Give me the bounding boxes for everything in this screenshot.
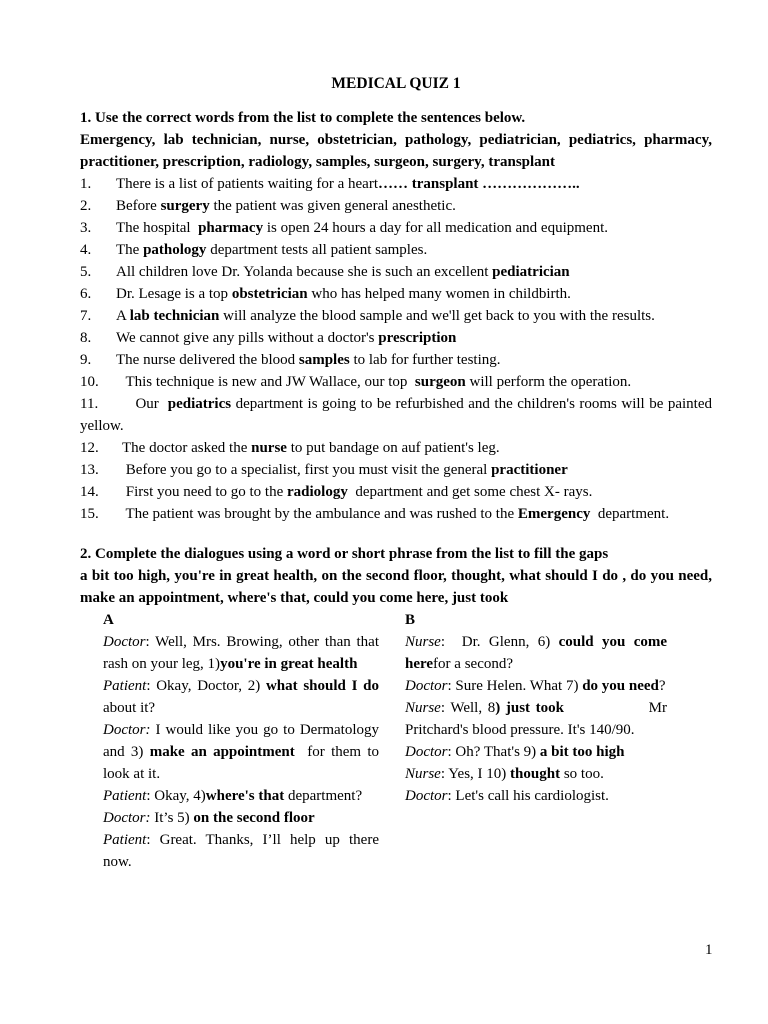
sentence-item [80, 349, 712, 371]
line-text-after: for a second? [433, 656, 514, 672]
speaker-name: Patient [103, 832, 147, 848]
item-answer: pathology [143, 242, 207, 258]
line-answer: a bit too high [539, 744, 625, 760]
item-answer: surgeon [414, 374, 466, 390]
line-text: Yes, I 10) [448, 766, 511, 782]
item-number: 6. [80, 286, 92, 302]
section2-heading: 2. Complete the dialogues using a word or short phrase from the list to fill the gaps [80, 546, 609, 562]
item-text-after: to put bandage on auf patient's leg. [286, 440, 500, 456]
line-answer: do you need [582, 678, 659, 694]
dialogue-line [405, 631, 667, 675]
dialogue-line [405, 675, 667, 697]
item-text-after: department. [590, 506, 670, 522]
item-text-after: department tests all patient samples. [206, 242, 428, 258]
item-number: 2. [80, 198, 92, 214]
item-text-before: Dr. Lesage is a top [116, 286, 232, 302]
dialogue-line [103, 785, 379, 807]
speaker-separator: : [145, 634, 156, 650]
item-answer: surgery [160, 198, 210, 214]
item-text-after: will perform the operation. [465, 374, 632, 390]
speaker-name: Doctor: [103, 810, 151, 826]
speaker-name: Patient [103, 788, 147, 804]
dialogue-a [103, 609, 383, 873]
line-answer: thought [510, 766, 561, 782]
item-text-after: the patient was given general anesthetic. [209, 198, 456, 214]
item-text-before: The doctor asked the [122, 440, 252, 456]
line-answer: on the second floor [193, 810, 315, 826]
item-number: 5. [80, 264, 92, 280]
item-number: 14. [80, 484, 99, 500]
line-text: Well, Mrs. Browing, other than that rash on your leg, 1) [103, 634, 379, 672]
sentence-item [80, 195, 712, 217]
item-answer: radiology [287, 484, 348, 500]
dialogue-line [405, 785, 667, 807]
sentence-item [80, 283, 712, 305]
speaker-name: Nurse [405, 634, 441, 650]
item-answer: pediatrician [492, 264, 570, 280]
item-answer: obstetrician [231, 286, 308, 302]
sentence-item [80, 239, 712, 261]
line-text-after: so too. [560, 766, 604, 782]
line-text: Sure Helen. What 7) [455, 678, 583, 694]
item-number: 12. [80, 440, 99, 456]
dialogue-a-label: A [103, 612, 114, 628]
item-text-before: The hospital [116, 220, 199, 236]
section1-sentence-list [80, 173, 716, 525]
item-number: 15. [80, 506, 99, 522]
item-answer: samples [298, 352, 350, 368]
sentence-item [80, 327, 712, 349]
item-answer: …… transplant ……………….. [378, 176, 580, 192]
item-text-before: Before you go to a specialist, first you must visit the general [122, 462, 492, 478]
item-text-before: A [116, 308, 130, 324]
speaker-name: Doctor [405, 744, 448, 760]
item-answer: pharmacy [198, 220, 264, 236]
page-title: MEDICAL QUIZ 1 [331, 75, 461, 92]
speaker-name: Doctor [103, 634, 146, 650]
dialogue-b-label: B [405, 612, 416, 628]
item-answer: pediatrics [167, 396, 232, 412]
item-number: 7. [80, 308, 92, 324]
item-text-after: will analyze the blood sample and we'll get back to you with the results. [219, 308, 655, 324]
dialogue-a-lines [103, 631, 383, 873]
sentence-item [80, 459, 712, 481]
item-text-before: Before [116, 198, 161, 214]
item-number: 4. [80, 242, 92, 258]
line-answer: what should I do [265, 678, 379, 694]
speaker-name: Doctor [405, 788, 448, 804]
line-text-after: Mr Pritchard's blood pressure. It's 140/90. [405, 700, 671, 738]
speaker-separator: : [440, 700, 451, 716]
item-number: 3. [80, 220, 92, 236]
item-number: 1. [80, 176, 92, 192]
speaker-name: Nurse [405, 766, 441, 782]
line-text: Okay, 4) [154, 788, 206, 804]
line-text: Okay, Doctor, 2) [156, 678, 266, 694]
item-text-after: department and get some chest X- rays. [347, 484, 593, 500]
item-text-after: is open 24 hours a day for all medication and equipment. [263, 220, 608, 236]
document-page [80, 73, 716, 873]
speaker-separator: : [447, 744, 456, 760]
sentence-item [80, 503, 712, 525]
speaker-name: Doctor [405, 678, 448, 694]
line-answer: ) just took [495, 700, 565, 716]
dialogue-b [405, 609, 671, 873]
speaker-separator: : [146, 678, 157, 694]
sentence-item [80, 371, 712, 393]
sentence-item [80, 305, 712, 327]
item-answer: prescription [378, 330, 457, 346]
item-text-before: There is a list of patients waiting for a heart [116, 176, 378, 192]
dialogue-line [103, 675, 383, 719]
item-text-before: The patient was brought by the ambulance and was rushed to the [122, 506, 518, 522]
dialogue-line [405, 763, 667, 785]
line-text-after: department? [284, 788, 363, 804]
line-answer: could you come here [405, 634, 667, 672]
item-answer: practitioner [491, 462, 568, 478]
line-text: Let's call his cardiologist. [455, 788, 609, 804]
dialogue-line [405, 697, 671, 741]
line-text: Well, 8 [450, 700, 496, 716]
dialogue-line [103, 829, 379, 873]
item-text-after: who has helped many women in childbirth. [307, 286, 571, 302]
sentence-item [80, 393, 716, 437]
speaker-name: Patient [103, 678, 147, 694]
line-answer: you're in great health [220, 656, 358, 672]
speaker-name: Nurse [405, 700, 441, 716]
item-text-before: We cannot give any pills without a doctor's [116, 330, 379, 346]
item-number: 13. [80, 462, 99, 478]
sentence-item [80, 481, 712, 503]
speaker-name: Doctor: [103, 722, 151, 738]
item-text-before: First you need to go to the [122, 484, 287, 500]
item-answer: nurse [251, 440, 287, 456]
item-number: 10. [80, 374, 99, 390]
line-answer: where's that [205, 788, 285, 804]
dialogue-line [405, 741, 667, 763]
section1-word-list: Emergency, lab technician, nurse, obstetrician, pathology, pediatrician, pediatrics, pharmacy, practitioner, prescription, radiology, samples, surgeon, surgery, transplant [80, 132, 712, 170]
line-text: Dr. Glenn, 6) [461, 634, 559, 650]
sentence-item [80, 173, 712, 195]
line-text-after: about it? [103, 678, 383, 716]
sentence-item [80, 437, 712, 459]
speaker-separator: : [447, 788, 456, 804]
speaker-separator: : [146, 832, 160, 848]
item-number: 8. [80, 330, 92, 346]
dialogue-columns [80, 609, 712, 873]
line-text: Oh? That's 9) [455, 744, 540, 760]
item-text-before: The [116, 242, 144, 258]
item-number: 11. [80, 396, 99, 412]
dialogue-line [103, 631, 379, 675]
section2-word-list: a bit too high, you're in great health, on the second floor, thought, what should I do , do you need, make an appointment, where's that, could you come here, just took [80, 568, 712, 606]
line-text-after: ? [658, 678, 666, 694]
dialogue-b-lines [405, 631, 671, 807]
item-text-before: This technique is new and JW Wallace, our top [122, 374, 415, 390]
sentence-item [80, 217, 712, 239]
line-text: Great. Thanks, I’ll help up there now. [103, 832, 379, 870]
item-answer: Emergency [517, 506, 591, 522]
dialogue-line [103, 807, 379, 829]
speaker-separator: : [146, 788, 155, 804]
item-answer: lab technician [129, 308, 220, 324]
item-text-before: Our [122, 396, 168, 412]
line-text-after: for them to look at it. [103, 744, 383, 782]
speaker-separator: : [447, 678, 456, 694]
section1-heading: 1. Use the correct words from the list to complete the sentences below. [80, 110, 526, 126]
line-text: It’s 5) [154, 810, 194, 826]
page-number: 1 [705, 942, 713, 958]
item-text-before: The nurse delivered the blood [116, 352, 299, 368]
line-text: I would like you go to Dermatology and 3) [103, 722, 379, 760]
speaker-separator: : [440, 766, 449, 782]
item-number: 9. [80, 352, 92, 368]
dialogue-line [103, 719, 383, 785]
line-answer: make an appointment [149, 744, 295, 760]
sentence-item [80, 261, 712, 283]
item-text-before: All children love Dr. Yolanda because she is such an excellent [116, 264, 493, 280]
item-text-after: department is going to be refurbished and the children's rooms will be painted yellow. [80, 396, 716, 434]
speaker-separator: : [440, 634, 462, 650]
item-text-after: to lab for further testing. [349, 352, 501, 368]
